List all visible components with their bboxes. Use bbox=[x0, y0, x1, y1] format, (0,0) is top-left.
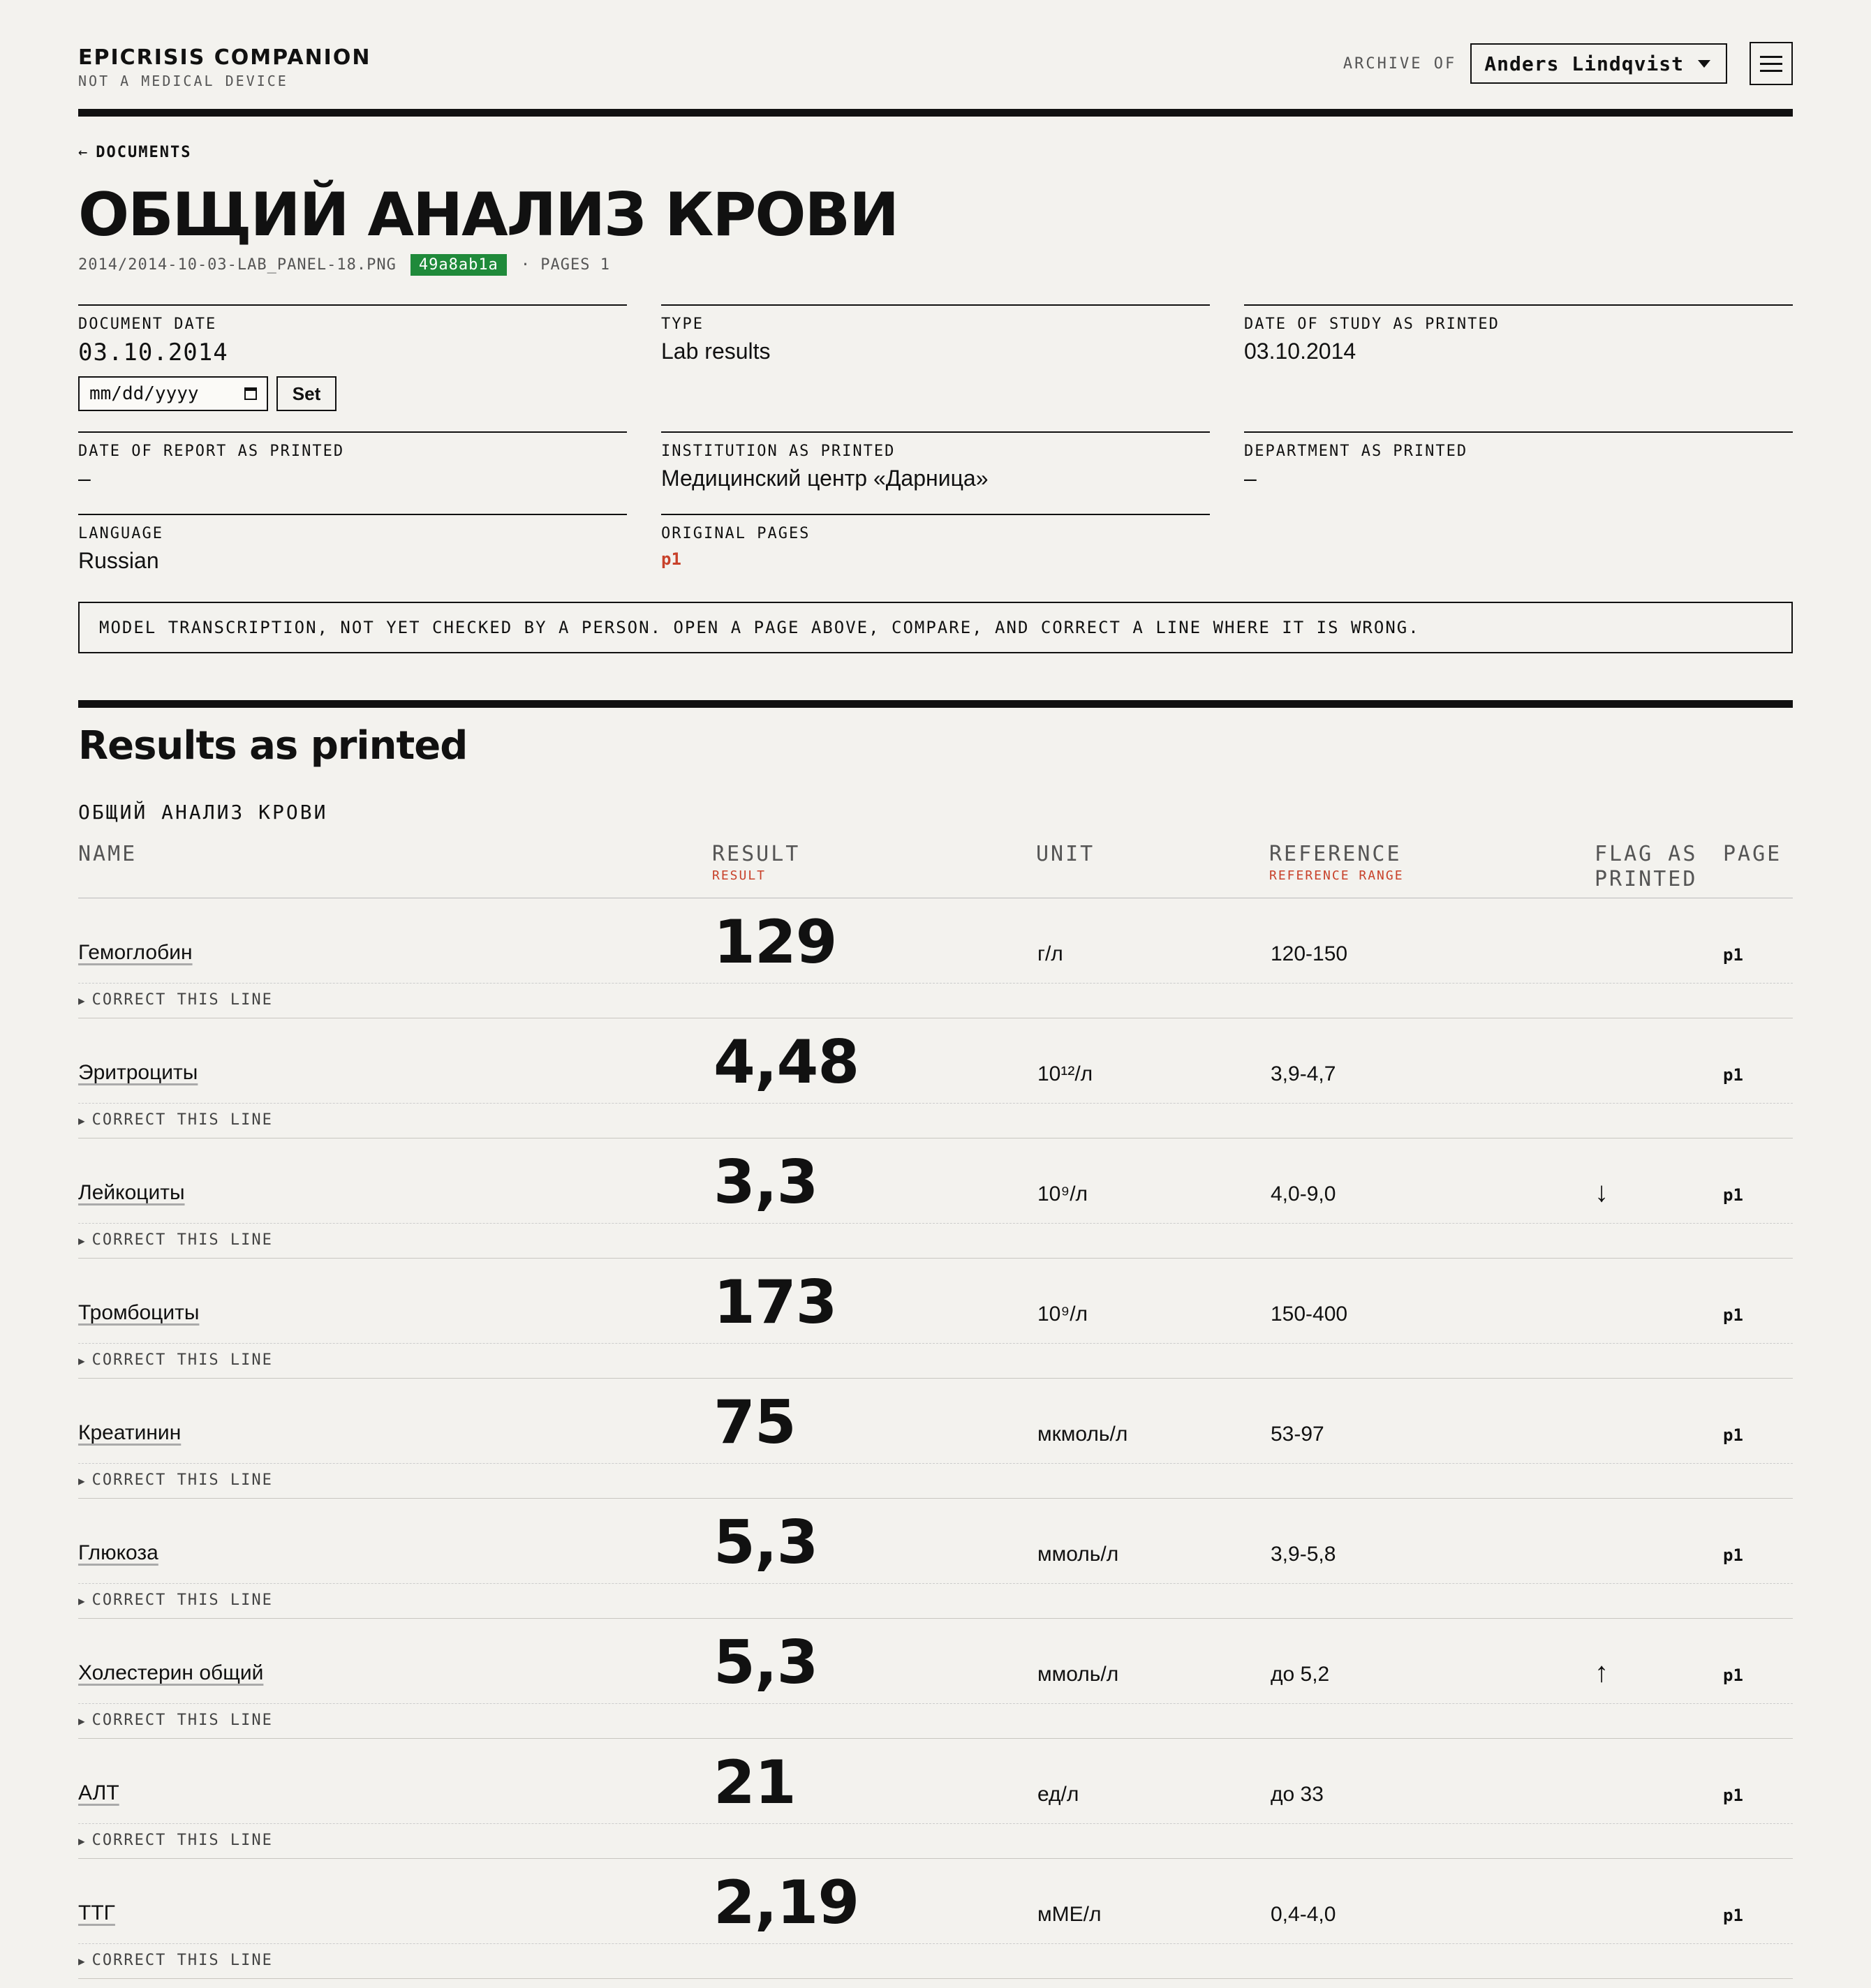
table-row bbox=[78, 1018, 1793, 1138]
correct-line-label: CORRECT THIS LINE bbox=[91, 1832, 273, 1849]
result-unit: мМЕ/л bbox=[1037, 1903, 1102, 1926]
result-unit: ммоль/л bbox=[1037, 1543, 1119, 1566]
result-name[interactable]: Глюкоза bbox=[78, 1541, 158, 1564]
result-page-link[interactable]: p1 bbox=[1723, 1545, 1743, 1565]
result-name[interactable]: Эритроциты bbox=[78, 1061, 198, 1084]
result-reference: 120-150 bbox=[1271, 942, 1348, 965]
triangle-right-icon: ▶ bbox=[78, 994, 87, 1007]
correct-line-toggle[interactable] bbox=[78, 1231, 273, 1249]
result-reference: до 33 bbox=[1271, 1783, 1324, 1806]
result-reference: до 5,2 bbox=[1271, 1663, 1330, 1686]
field-value: 03.10.2014 bbox=[1244, 339, 1356, 364]
field-label: DATE OF REPORT AS PRINTED bbox=[78, 443, 345, 460]
field-label: INSTITUTION AS PRINTED bbox=[661, 443, 896, 460]
result-page-link[interactable]: p1 bbox=[1723, 1786, 1743, 1805]
archive-switcher bbox=[1343, 42, 1793, 85]
result-page-link[interactable]: p1 bbox=[1723, 1425, 1743, 1445]
field-original-pages bbox=[661, 514, 1210, 591]
document-meta bbox=[78, 254, 610, 276]
result-value: 21 bbox=[713, 1748, 796, 1818]
field-value: Lab results bbox=[661, 339, 771, 364]
field-report-date bbox=[78, 431, 627, 514]
row-divider bbox=[78, 1703, 1793, 1704]
row-divider bbox=[78, 1943, 1793, 1944]
correct-line-label: CORRECT THIS LINE bbox=[91, 1231, 273, 1249]
col-page: PAGE bbox=[1723, 842, 1782, 866]
calendar-icon[interactable] bbox=[244, 387, 257, 400]
result-reference: 4,0-9,0 bbox=[1271, 1182, 1336, 1206]
menu-button[interactable] bbox=[1750, 42, 1793, 85]
triangle-right-icon: ▶ bbox=[78, 1834, 87, 1848]
result-page-link[interactable]: p1 bbox=[1723, 1065, 1743, 1085]
col-name: NAME bbox=[78, 842, 138, 866]
top-bar bbox=[78, 0, 1793, 117]
result-flag: ↑ bbox=[1595, 1657, 1609, 1688]
correct-line-toggle[interactable] bbox=[78, 1832, 273, 1849]
result-page-link[interactable]: p1 bbox=[1723, 1305, 1743, 1325]
correct-line-toggle[interactable] bbox=[78, 1351, 273, 1369]
result-page-link[interactable]: p1 bbox=[1723, 1666, 1743, 1685]
row-divider bbox=[78, 1823, 1793, 1824]
result-name[interactable]: АЛТ bbox=[78, 1781, 119, 1804]
result-unit: мкмоль/л bbox=[1037, 1423, 1128, 1446]
col-flag: FLAG AS PRINTED bbox=[1595, 842, 1698, 891]
brand-subtitle: NOT A MEDICAL DEVICE bbox=[78, 73, 288, 89]
result-unit: 10¹²/л bbox=[1037, 1062, 1093, 1085]
table-row bbox=[78, 1138, 1793, 1259]
person-select[interactable] bbox=[1470, 43, 1727, 84]
field-type bbox=[661, 304, 1210, 431]
result-name[interactable]: Тромбоциты bbox=[78, 1301, 200, 1324]
date-input[interactable] bbox=[78, 376, 268, 411]
triangle-right-icon: ▶ bbox=[78, 1594, 87, 1608]
result-page-link[interactable]: p1 bbox=[1723, 1906, 1743, 1925]
row-divider bbox=[78, 1223, 1793, 1224]
result-value: 5,3 bbox=[713, 1508, 818, 1578]
table-row bbox=[78, 1738, 1793, 1859]
section-divider bbox=[78, 700, 1793, 708]
correct-line-label: CORRECT THIS LINE bbox=[91, 1111, 273, 1129]
result-name[interactable]: Креатинин bbox=[78, 1421, 182, 1444]
row-divider bbox=[78, 1583, 1793, 1584]
correct-line-toggle[interactable] bbox=[78, 1111, 273, 1129]
table-row bbox=[78, 1258, 1793, 1379]
correct-line-toggle[interactable] bbox=[78, 1471, 273, 1489]
triangle-right-icon: ▶ bbox=[78, 1714, 87, 1728]
result-value: 173 bbox=[713, 1268, 837, 1337]
back-link[interactable] bbox=[78, 144, 191, 161]
col-result bbox=[712, 842, 800, 885]
field-value: – bbox=[1244, 466, 1257, 491]
col-result-label: RESULT bbox=[712, 842, 801, 866]
field-label: DOCUMENT DATE bbox=[78, 316, 217, 333]
field-label: TYPE bbox=[661, 316, 704, 333]
row-divider bbox=[78, 983, 1793, 984]
row-divider bbox=[78, 1343, 1793, 1344]
file-path: 2014/2014-10-03-LAB_PANEL-18.PNG bbox=[78, 256, 397, 274]
field-value: – bbox=[78, 466, 91, 491]
field-value: 03.10.2014 bbox=[78, 339, 228, 366]
page bbox=[78, 0, 1793, 1969]
result-page-link[interactable]: p1 bbox=[1723, 1185, 1743, 1205]
field-label: ORIGINAL PAGES bbox=[661, 525, 811, 542]
result-name[interactable]: Гемоглобин bbox=[78, 941, 193, 964]
result-reference: 0,4-4,0 bbox=[1271, 1903, 1336, 1926]
correct-line-toggle[interactable] bbox=[78, 1592, 273, 1609]
triangle-right-icon: ▶ bbox=[78, 1474, 87, 1488]
table-row bbox=[78, 1858, 1793, 1979]
triangle-right-icon: ▶ bbox=[78, 1114, 87, 1127]
date-input-placeholder: mm/dd/yyyy bbox=[89, 383, 199, 404]
result-reference: 3,9-5,8 bbox=[1271, 1543, 1336, 1566]
field-department bbox=[1244, 431, 1793, 514]
result-unit: г/л bbox=[1037, 942, 1063, 965]
transcription-notice: MODEL TRANSCRIPTION, NOT YET CHECKED BY A PERSON. OPEN A PAGE ABOVE, COMPARE, AND CORRECT A LINE WHERE IT IS WRONG. bbox=[78, 602, 1793, 653]
table-row bbox=[78, 1498, 1793, 1619]
table-row bbox=[78, 1618, 1793, 1739]
col-reference-label: REFERENCE bbox=[1269, 842, 1402, 866]
correct-line-label: CORRECT THIS LINE bbox=[91, 1351, 273, 1369]
result-page-link[interactable]: p1 bbox=[1723, 945, 1743, 965]
hamburger-icon bbox=[1760, 56, 1782, 58]
result-value: 5,3 bbox=[713, 1628, 818, 1698]
result-unit: 10⁹/л bbox=[1037, 1303, 1088, 1326]
date-editor bbox=[78, 376, 627, 411]
result-name[interactable]: Холестерин общий bbox=[78, 1661, 264, 1684]
result-value: 2,19 bbox=[713, 1868, 859, 1938]
correct-line-label: CORRECT THIS LINE bbox=[91, 1471, 273, 1489]
triangle-right-icon: ▶ bbox=[78, 1954, 87, 1968]
set-date-button[interactable]: Set bbox=[276, 376, 337, 411]
hash-badge: 49a8ab1a bbox=[411, 254, 507, 276]
caret-down-icon bbox=[1698, 60, 1710, 68]
results-table-header bbox=[78, 842, 1793, 898]
field-label: DATE OF STUDY AS PRINTED bbox=[1244, 316, 1500, 333]
triangle-right-icon: ▶ bbox=[78, 1234, 87, 1247]
field-value: Russian bbox=[78, 548, 159, 573]
correct-line-label: CORRECT THIS LINE bbox=[91, 1592, 273, 1609]
result-reference: 53-97 bbox=[1271, 1423, 1324, 1446]
result-value: 4,48 bbox=[713, 1028, 859, 1097]
page-count: · PAGES 1 bbox=[520, 256, 611, 274]
original-page-link[interactable]: p1 bbox=[661, 549, 681, 569]
field-label: LANGUAGE bbox=[78, 525, 163, 542]
correct-line-label: CORRECT THIS LINE bbox=[91, 991, 273, 1009]
col-result-sub: RESULT bbox=[712, 868, 767, 883]
result-value: 75 bbox=[713, 1388, 796, 1457]
brand[interactable] bbox=[78, 46, 371, 89]
correct-line-toggle[interactable] bbox=[78, 1952, 273, 1969]
field-label: DEPARTMENT AS PRINTED bbox=[1244, 443, 1468, 460]
person-select-value: Anders Lindqvist bbox=[1484, 52, 1684, 75]
triangle-right-icon: ▶ bbox=[78, 1354, 87, 1367]
correct-line-toggle[interactable] bbox=[78, 991, 273, 1009]
result-value: 3,3 bbox=[713, 1148, 818, 1217]
panel-name: ОБЩИЙ АНАЛИЗ КРОВИ bbox=[78, 801, 328, 824]
page-title: ОБЩИЙ АНАЛИЗ КРОВИ bbox=[78, 180, 898, 250]
field-value: Медицинский центр «Дарница» bbox=[661, 466, 989, 491]
correct-line-label: CORRECT THIS LINE bbox=[91, 1952, 273, 1969]
table-row bbox=[78, 1378, 1793, 1499]
result-unit: 10⁹/л bbox=[1037, 1182, 1088, 1206]
correct-line-label: CORRECT THIS LINE bbox=[91, 1712, 273, 1729]
result-name[interactable]: Лейкоциты bbox=[78, 1181, 185, 1204]
col-reference-sub: REFERENCE RANGE bbox=[1269, 868, 1404, 883]
archive-label: ARCHIVE OF bbox=[1343, 54, 1457, 73]
result-reference: 3,9-4,7 bbox=[1271, 1062, 1336, 1085]
row-divider bbox=[78, 1103, 1793, 1104]
section-title: Results as printed bbox=[78, 723, 468, 769]
result-value: 129 bbox=[713, 907, 837, 977]
col-reference bbox=[1269, 842, 1404, 885]
row-divider bbox=[78, 1463, 1793, 1464]
result-unit: ммоль/л bbox=[1037, 1663, 1119, 1686]
brand-title: EPICRISIS COMPANION bbox=[78, 45, 371, 70]
field-language bbox=[78, 514, 627, 591]
col-unit: UNIT bbox=[1036, 842, 1095, 866]
result-reference: 150-400 bbox=[1271, 1303, 1348, 1326]
field-institution bbox=[661, 431, 1210, 514]
field-document-date bbox=[78, 304, 627, 431]
result-unit: ед/л bbox=[1037, 1783, 1079, 1806]
field-study-date bbox=[1244, 304, 1793, 431]
table-row bbox=[78, 898, 1793, 1018]
result-name[interactable]: ТТГ bbox=[78, 1901, 115, 1924]
result-flag: ↓ bbox=[1595, 1177, 1609, 1208]
correct-line-toggle[interactable] bbox=[78, 1712, 273, 1729]
back-link-label: DOCUMENTS bbox=[96, 144, 192, 161]
arrow-left-icon: ← bbox=[78, 144, 89, 161]
